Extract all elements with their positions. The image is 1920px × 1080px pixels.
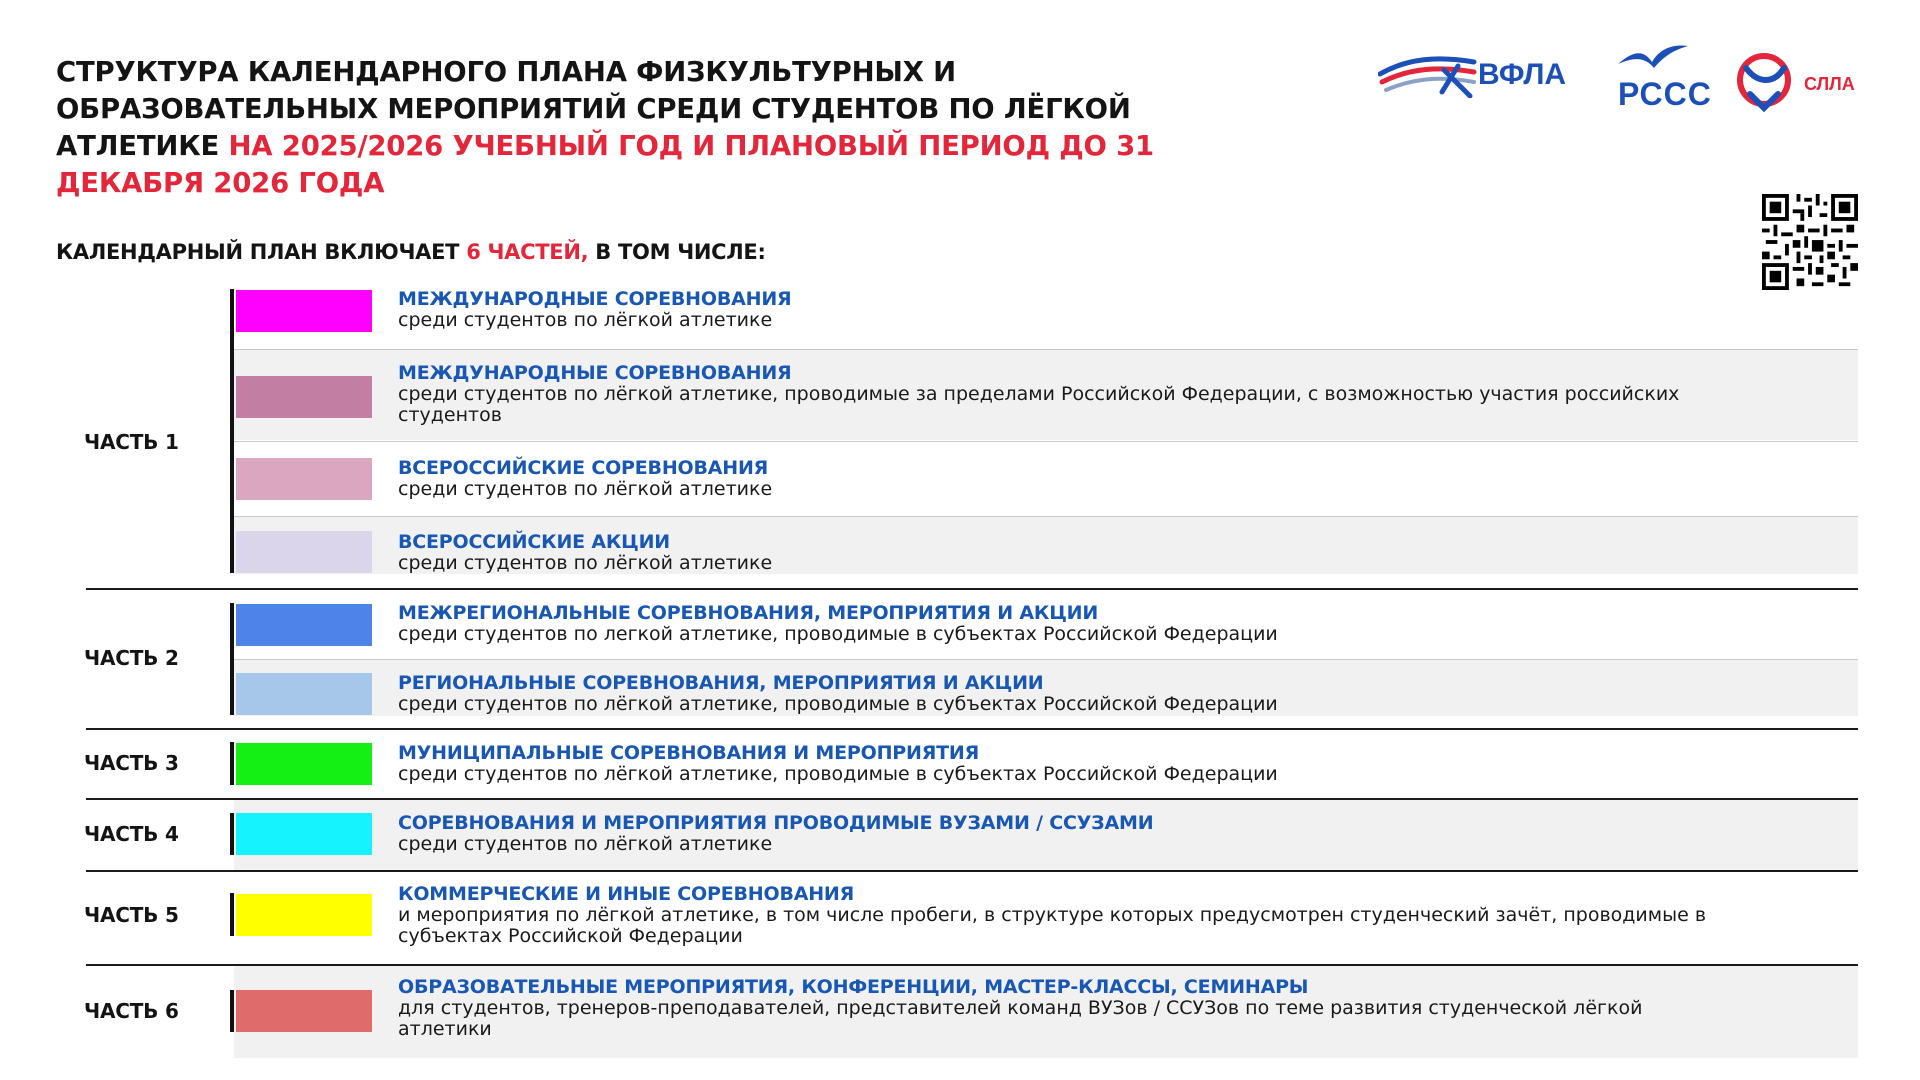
part-3-swatch-municipal	[236, 743, 372, 785]
part-separator	[86, 870, 1858, 872]
part-1-swatch-international-abroad	[236, 376, 372, 418]
row-divider	[234, 659, 1858, 660]
title-main: СТРУКТУРА КАЛЕНДАРНОГО ПЛАНА ФИЗКУЛЬТУРНЫХ И ОБРАЗОВАТЕЛЬНЫХ МЕРОПРИЯТИЙ СРЕДИ СТУДЕНТОВ ПО ЛЁГКОЙ АТЛЕТИКЕ	[56, 56, 1131, 162]
qr-code-icon[interactable]	[1762, 194, 1858, 290]
logo-rsss	[1614, 42, 1712, 114]
part-4-swatch-universities	[236, 813, 372, 855]
entry-title: ВСЕРОССИЙСКИЕ СОРЕВНОВАНИЯ	[398, 457, 769, 479]
part-1-entry-1	[398, 289, 1798, 331]
rsss-logo-text: РССС	[1618, 76, 1712, 112]
row-divider	[234, 441, 1858, 442]
part-3-label: ЧАСТЬ 3	[84, 751, 179, 775]
part-2-entry-1	[398, 603, 1798, 645]
part-5-label: ЧАСТЬ 5	[84, 903, 179, 927]
entry-title: МУНИЦИПАЛЬНЫЕ СОРЕВНОВАНИЯ И МЕРОПРИЯТИЯ	[398, 742, 980, 764]
entry-title: РЕГИОНАЛЬНЫЕ СОРЕВНОВАНИЯ, МЕРОПРИЯТИЯ И АКЦИИ	[398, 672, 1044, 694]
entry-desc: среди студентов по лёгкой атлетике, проводимые в субъектах Российской Федерации	[398, 693, 1278, 715]
entry-desc: среди студентов по лёгкой атлетике	[398, 552, 773, 574]
part-2-label: ЧАСТЬ 2	[84, 646, 179, 670]
part-6-label: ЧАСТЬ 6	[84, 999, 179, 1023]
vfla-emblem-icon	[1378, 52, 1488, 98]
part-5-entry-1	[398, 884, 1798, 947]
part-6-bracket	[230, 990, 234, 1032]
entry-title: ВСЕРОССИЙСКИЕ АКЦИИ	[398, 531, 671, 553]
page-title	[56, 54, 1176, 202]
entry-desc: среди студентов по легкой атлетике, проводимые в субъектах Российской Федерации	[398, 623, 1278, 645]
part-5-bracket	[230, 893, 234, 936]
part-3-bracket	[230, 742, 234, 785]
entry-title: СОРЕВНОВАНИЯ И МЕРОПРИЯТИЯ ПРОВОДИМЫЕ ВУЗАМИ / ССУЗАМИ	[398, 812, 1154, 834]
entry-title: МЕЖДУНАРОДНЫЕ СОРЕВНОВАНИЯ	[398, 288, 792, 310]
part-separator	[86, 588, 1858, 590]
part-2-entry-2	[398, 673, 1798, 715]
logo-slla	[1732, 50, 1872, 116]
part-1-swatch-all-russian	[236, 458, 372, 500]
row-divider	[234, 516, 1858, 517]
entry-desc: среди студентов по лёгкой атлетике	[398, 478, 773, 500]
slla-emblem-icon	[1732, 50, 1798, 116]
part-5-swatch-commercial	[236, 894, 372, 936]
part-2-swatch-interregional	[236, 604, 372, 646]
part-1-entry-4	[398, 532, 1798, 574]
part-1-swatch-international	[236, 290, 372, 332]
vfla-logo-text: ВФЛА	[1478, 58, 1567, 91]
summary-suffix: В ТОМ ЧИСЛЕ:	[595, 240, 766, 264]
entry-title: МЕЖДУНАРОДНЫЕ СОРЕВНОВАНИЯ	[398, 362, 792, 384]
part-6-entry-1	[398, 977, 1798, 1040]
entry-desc: среди студентов по лёгкой атлетике, проводимые в субъектах Российской Федерации	[398, 763, 1278, 785]
logo-vfla	[1378, 52, 1578, 98]
rsss-bird-icon	[1614, 42, 1690, 72]
title-period: НА 2025/2026 УЧЕБНЫЙ ГОД И ПЛАНОВЫЙ ПЕРИОД ДО 31 ДЕКАБРЯ 2026 ГОДА	[56, 130, 1154, 199]
part-2-swatch-regional	[236, 673, 372, 715]
part-1-label: ЧАСТЬ 1	[84, 430, 179, 454]
entry-desc: для студентов, тренеров-преподавателей, представителей команд ВУЗов / ССУЗов по теме развития студенческой лёгкой атлетики	[398, 997, 1643, 1040]
part-1-swatch-all-russian-actions	[236, 531, 372, 573]
slla-logo-text: СЛЛА	[1804, 74, 1855, 94]
part-1-entry-3	[398, 458, 1798, 500]
entry-title: ОБРАЗОВАТЕЛЬНЫЕ МЕРОПРИЯТИЯ, КОНФЕРЕНЦИИ, МАСТЕР-КЛАССЫ, СЕМИНАРЫ	[398, 976, 1309, 998]
part-4-bracket	[230, 813, 234, 855]
part-separator	[86, 728, 1858, 730]
plan-summary	[56, 238, 766, 266]
part-4-label: ЧАСТЬ 4	[84, 822, 179, 846]
row-divider	[234, 349, 1858, 350]
entry-title: МЕЖРЕГИОНАЛЬНЫЕ СОРЕВНОВАНИЯ, МЕРОПРИЯТИЯ И АКЦИИ	[398, 602, 1099, 624]
entry-title: КОММЕРЧЕСКИЕ И ИНЫЕ СОРЕВНОВАНИЯ	[398, 883, 855, 905]
part-1-entry-2	[398, 363, 1798, 426]
part-4-entry-1	[398, 813, 1798, 855]
entry-desc: среди студентов по лёгкой атлетике	[398, 309, 773, 331]
part-3-entry-1	[398, 743, 1798, 785]
entry-desc: и мероприятия по лёгкой атлетике, в том числе пробеги, в структуре которых предусмотрен студенческий зачёт, проводимые в субъектах Российской Федерации	[398, 904, 1707, 947]
summary-parts-count: 6 ЧАСТЕЙ,	[466, 240, 589, 264]
entry-desc: среди студентов по лёгкой атлетике, проводимые за пределами Российской Федерации, с возможностью участия российских студентов	[398, 383, 1680, 426]
part-6-swatch-educational	[236, 990, 372, 1032]
entry-desc: среди студентов по лёгкой атлетике	[398, 833, 773, 855]
summary-prefix: КАЛЕНДАРНЫЙ ПЛАН ВКЛЮЧАЕТ	[56, 240, 460, 264]
